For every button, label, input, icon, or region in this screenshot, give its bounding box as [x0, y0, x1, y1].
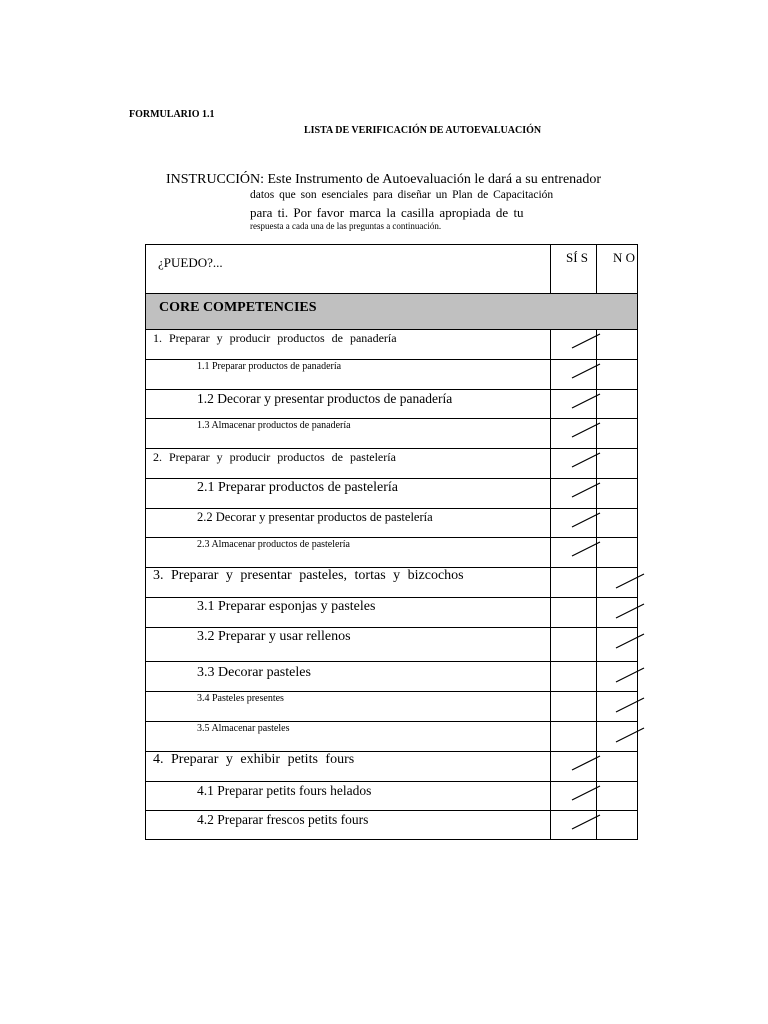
- checkmark-icon: [615, 632, 647, 650]
- question-header: ¿PUEDO?...: [146, 245, 551, 294]
- form-code: FORMULARIO 1.1: [129, 109, 215, 120]
- instruction-line-1: INSTRUCCIÓN: Este Instrumento de Autoevaluación le dará a su entrenador: [166, 172, 602, 187]
- yes-checkbox[interactable]: [551, 360, 597, 390]
- no-checkbox[interactable]: [597, 479, 638, 509]
- question-text: 3.2 Preparar y usar rellenos: [146, 628, 551, 662]
- checklist-row: [146, 330, 638, 360]
- checklist-row: [146, 509, 638, 538]
- yes-checkbox[interactable]: [551, 419, 597, 449]
- yes-checkbox[interactable]: [551, 479, 597, 509]
- no-checkbox[interactable]: [597, 811, 638, 840]
- checklist-row: [146, 692, 638, 722]
- checklist-row: [146, 390, 638, 419]
- yes-checkbox[interactable]: [551, 449, 597, 479]
- no-header: N O: [597, 245, 638, 294]
- yes-checkbox[interactable]: [551, 628, 597, 662]
- question-text: 4.2 Preparar frescos petits fours: [146, 811, 551, 840]
- checklist-row: [146, 752, 638, 782]
- question-text: 3. Preparar y presentar pasteles, tortas y bizcochos: [146, 568, 551, 598]
- checklist-row: [146, 419, 638, 449]
- no-checkbox[interactable]: [597, 509, 638, 538]
- yes-checkbox[interactable]: [551, 692, 597, 722]
- yes-checkbox[interactable]: [551, 598, 597, 628]
- question-text: 4. Preparar y exhibir petits fours: [146, 752, 551, 782]
- no-checkbox[interactable]: [597, 782, 638, 811]
- no-checkbox[interactable]: [597, 419, 638, 449]
- question-text: 3.1 Preparar esponjas y pasteles: [146, 598, 551, 628]
- checklist-row: [146, 811, 638, 840]
- question-text: 3.3 Decorar pasteles: [146, 662, 551, 692]
- no-checkbox[interactable]: [597, 449, 638, 479]
- document-title: LISTA DE VERIFICACIÓN DE AUTOEVALUACIÓN: [304, 125, 542, 136]
- checklist-row: [146, 782, 638, 811]
- checklist-row: [146, 568, 638, 598]
- yes-checkbox[interactable]: [551, 509, 597, 538]
- no-checkbox[interactable]: [597, 722, 638, 752]
- section-label: CORE COMPETENCIES: [146, 294, 638, 330]
- no-checkbox[interactable]: [597, 390, 638, 419]
- question-text: 1.3 Almacenar productos de panadería: [146, 419, 551, 449]
- instruction-line-4: respuesta a cada una de las preguntas a continuación.: [250, 221, 442, 231]
- no-checkbox[interactable]: [597, 692, 638, 722]
- yes-checkbox[interactable]: [551, 752, 597, 782]
- instruction-line-3: para ti. Por favor marca la casilla apropiada de tu: [250, 205, 524, 220]
- yes-checkbox[interactable]: [551, 330, 597, 360]
- checklist-row: [146, 722, 638, 752]
- checklist-row: [146, 360, 638, 390]
- yes-checkbox[interactable]: [551, 662, 597, 692]
- no-checkbox[interactable]: [597, 598, 638, 628]
- yes-checkbox[interactable]: [551, 538, 597, 568]
- checklist-row: [146, 538, 638, 568]
- yes-checkbox[interactable]: [551, 811, 597, 840]
- checkmark-icon: [615, 572, 647, 590]
- yes-checkbox[interactable]: [551, 722, 597, 752]
- question-text: 3.5 Almacenar pasteles: [146, 722, 551, 752]
- question-text: 2.3 Almacenar productos de pastelería: [146, 538, 551, 568]
- no-checkbox[interactable]: [597, 360, 638, 390]
- question-text: 1.1 Preparar productos de panadería: [146, 360, 551, 390]
- no-checkbox[interactable]: [597, 752, 638, 782]
- checkmark-icon: [615, 602, 647, 620]
- question-text: 1.2 Decorar y presentar productos de panadería: [146, 390, 551, 419]
- checklist-row: [146, 662, 638, 692]
- checkmark-icon: [615, 696, 647, 714]
- question-text: 2. Preparar y producir productos de pastelería: [146, 449, 551, 479]
- section-row: [146, 294, 638, 330]
- yes-checkbox[interactable]: [551, 390, 597, 419]
- checkmark-icon: [615, 726, 647, 744]
- checklist-row: [146, 598, 638, 628]
- yes-checkbox[interactable]: [551, 568, 597, 598]
- question-text: 4.1 Preparar petits fours helados: [146, 782, 551, 811]
- no-checkbox[interactable]: [597, 330, 638, 360]
- no-checkbox[interactable]: [597, 568, 638, 598]
- header-row: [146, 245, 638, 294]
- no-checkbox[interactable]: [597, 628, 638, 662]
- checklist-row: [146, 449, 638, 479]
- checklist-row: [146, 628, 638, 662]
- question-text: 3.4 Pasteles presentes: [146, 692, 551, 722]
- no-checkbox[interactable]: [597, 538, 638, 568]
- self-assessment-checklist: [145, 244, 638, 840]
- question-text: 1. Preparar y producir productos de panadería: [146, 330, 551, 360]
- no-checkbox[interactable]: [597, 662, 638, 692]
- question-text: 2.2 Decorar y presentar productos de pastelería: [146, 509, 551, 538]
- instruction-line-2: datos que son esenciales para diseñar un Plan de Capacitación: [250, 189, 554, 201]
- checkmark-icon: [615, 666, 647, 684]
- question-text: 2.1 Preparar productos de pastelería: [146, 479, 551, 509]
- checklist-row: [146, 479, 638, 509]
- yes-checkbox[interactable]: [551, 782, 597, 811]
- yes-header: SÍ S: [551, 245, 597, 294]
